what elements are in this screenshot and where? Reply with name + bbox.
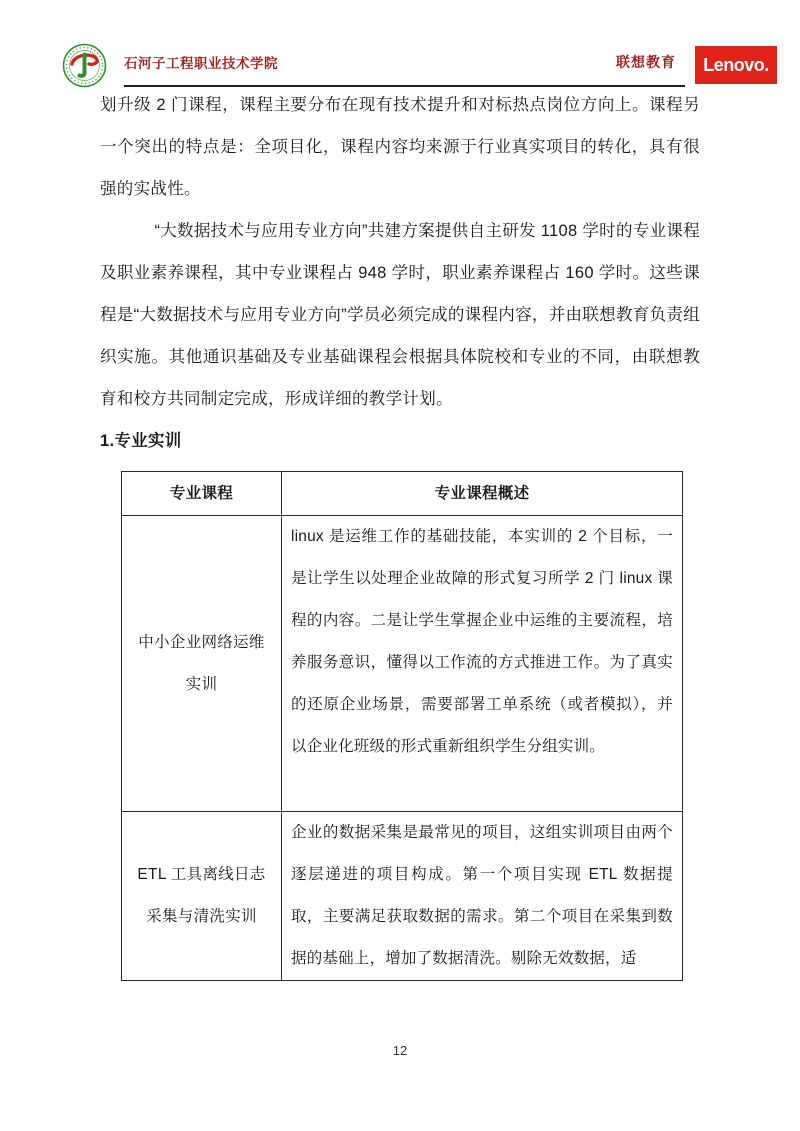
document-header <box>0 0 800 96</box>
column-header-course: 专业课程 <box>122 472 282 516</box>
page-footer <box>0 1042 800 1060</box>
table-row <box>122 516 683 812</box>
course-name-cell: ETL 工具离线日志采集与清洗实训 <box>122 812 282 981</box>
table-header-row <box>122 472 683 516</box>
lenovo-logo <box>695 46 777 84</box>
table-row <box>122 812 683 981</box>
body-paragraph-2: “大数据技术与应用专业方向”共建方案提供自主研发 1108 学时的专业课程及职业素养课程，其中专业课程占 948 学时，职业素养课程占 160 学时。这些课程是“大数据技术与应用专业方向”学员必须完成的课程内容，并由联想教育负责组织实施。其他通识基础及专业基础课程会根据具体院校和专业的不同，由联想教育和校方共同制定完成，形成详细的教学计划。 <box>100 222 700 408</box>
column-header-overview: 专业课程概述 <box>282 472 683 516</box>
course-name-cell: 中小企业网络运维实训 <box>122 516 282 812</box>
course-table <box>121 471 683 981</box>
section-heading: 1.专业实训 <box>100 432 182 450</box>
page-number: 12 <box>392 1043 408 1058</box>
lenovo-logo-text: Lenovo. <box>703 54 769 75</box>
course-description-cell: linux 是运维工作的基础技能，本实训的 2 个目标，一是让学生以处理企业故障的形式复习所学 2 门 linux 课程的内容。二是让学生掌握企业中运维的主要流程，培养服务意识，懂得以工作流的方式推进工作。为了真实的还原企业场景，需要部署工单系统（或者模拟），并以企业化班级的形式重新组织学生分组实训。 <box>282 516 683 812</box>
body-paragraph-1: 划升级 2 门课程，课程主要分布在现有技术提升和对标热点岗位方向上。课程另一个突出的特点是：全项目化，课程内容均来源于行业真实项目的转化，具有很强的实战性。 <box>100 96 700 198</box>
course-description-clipped-text: 企业的数据采集是最常见的项目，这组实训项目由两个逐层递进的项目构成。第一个项目实现 ETL 数据提取，主要满足获取数据的需求。第二个项目在采集到数据的基础上，增加了数据清洗。剔除无效数据，适 <box>291 824 673 967</box>
school-name: 石河子工程职业技术学院 <box>124 56 278 71</box>
course-description-cell <box>282 812 683 981</box>
partner-name: 联想教育 <box>616 54 676 70</box>
page-content <box>100 84 700 981</box>
school-logo-icon <box>62 43 107 88</box>
